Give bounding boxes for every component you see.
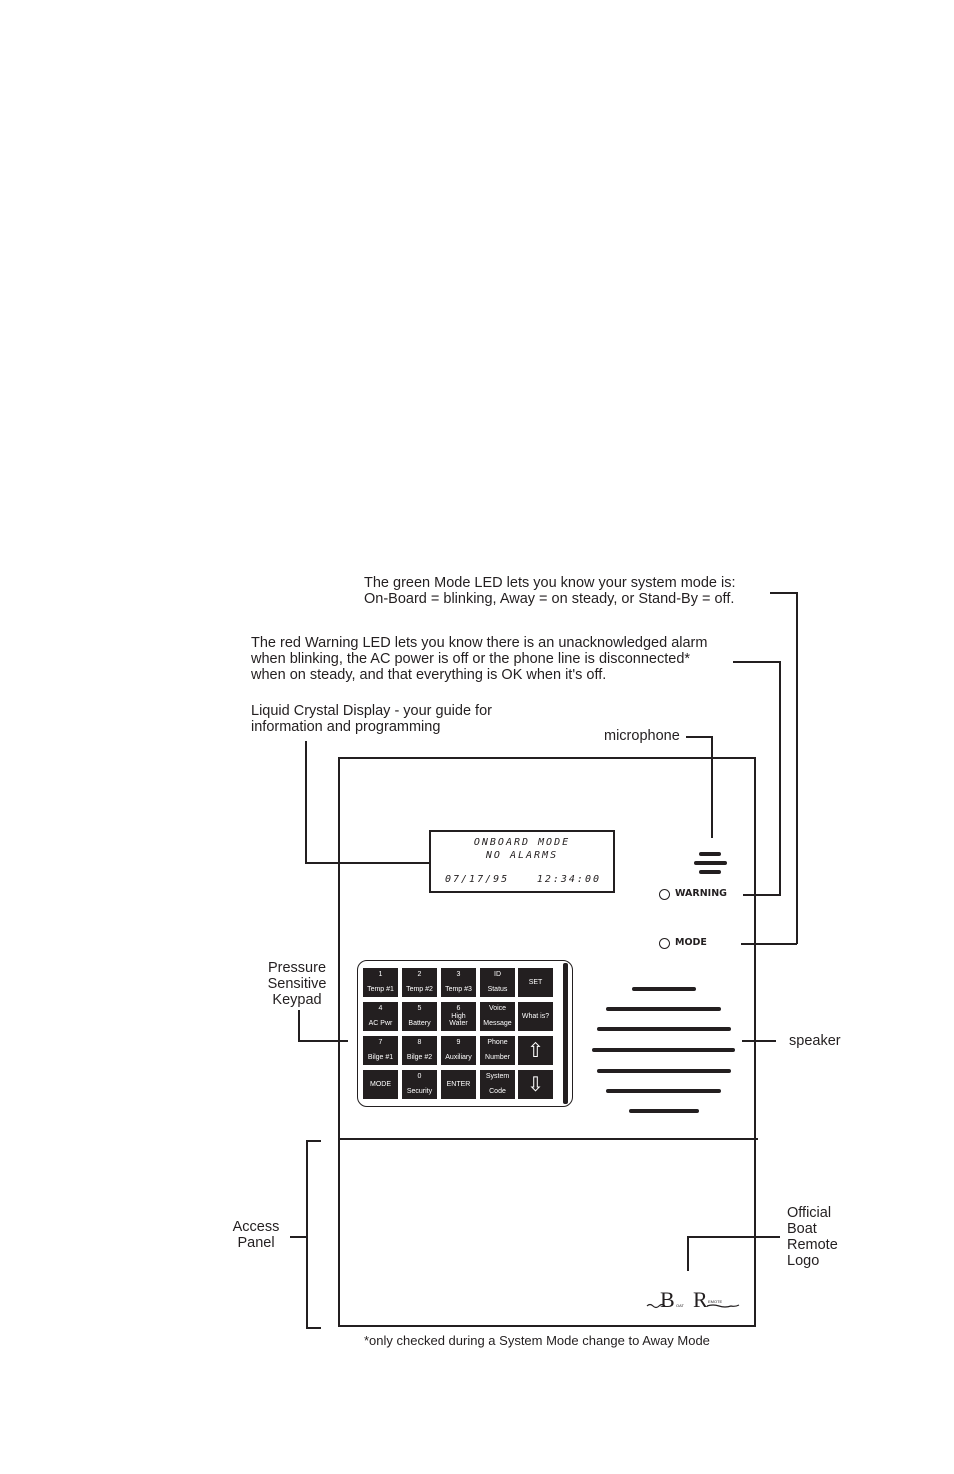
key-label-bottom: Code — [489, 1088, 506, 1095]
key-label-top: System — [485, 1073, 510, 1080]
key-label-top: 5 — [417, 1005, 422, 1012]
key-label-top: 3 — [456, 971, 461, 978]
key-label-top: 0 — [417, 1073, 422, 1080]
logo-letter-b: B — [660, 1287, 675, 1312]
microphone-annotation: microphone — [604, 728, 680, 744]
key-label-bottom: Temp #2 — [406, 986, 433, 993]
key-label-top: 6 — [456, 1005, 461, 1012]
key-label-bottom: Number — [485, 1054, 510, 1061]
annotation-line: Pressure — [267, 960, 327, 976]
annotation-line: Access — [232, 1219, 280, 1235]
keypad-edge — [563, 963, 568, 1104]
lcd-annotation — [251, 703, 492, 735]
microphone-icon — [699, 852, 721, 856]
lcd-line-2: NO ALARMS — [485, 850, 559, 861]
access-panel-divider — [338, 1138, 758, 1140]
key-label-bottom: Message — [483, 1020, 512, 1027]
keypad-key[interactable] — [402, 968, 437, 997]
microphone-icon — [699, 870, 721, 874]
mode-led-label: MODE — [675, 937, 707, 948]
speaker-icon — [592, 1048, 735, 1052]
speaker-icon — [632, 987, 696, 991]
keypad-key[interactable] — [363, 1002, 398, 1031]
key-label-top: 2 — [417, 971, 422, 978]
key-label-top: 8 — [417, 1039, 422, 1046]
keypad-key[interactable] — [480, 1002, 515, 1031]
lcd-leader-line — [305, 741, 307, 863]
mode-led-icon — [659, 938, 670, 949]
key-label: MODE — [370, 1080, 391, 1088]
speaker-icon — [597, 1027, 731, 1031]
key-label-bottom: Temp #3 — [445, 986, 472, 993]
keypad-key[interactable] — [518, 1002, 553, 1031]
key-label: ENTER — [446, 1080, 471, 1088]
annotation-line: Official — [787, 1205, 832, 1221]
logo-annotation — [787, 1205, 838, 1269]
warning-leader-line — [779, 661, 781, 895]
key-label-bottom: Temp #1 — [367, 986, 394, 993]
key-label: What is? — [521, 1012, 550, 1020]
annotation-line: Panel — [237, 1235, 275, 1251]
annotation-line: Logo — [787, 1253, 820, 1269]
key-label-top: 1 — [378, 971, 383, 978]
annotation-line: information and programming — [251, 719, 441, 735]
arrow-up-icon: ⇧ — [527, 1039, 544, 1062]
keypad-key[interactable] — [480, 1036, 515, 1065]
access-panel-bracket — [306, 1327, 321, 1329]
keypad-key[interactable] — [441, 1070, 476, 1099]
speaker-icon — [606, 1089, 721, 1093]
warning-led-label: WARNING — [675, 888, 727, 899]
key-label-bottom: Bilge #1 — [367, 1054, 394, 1061]
microphone-icon — [694, 861, 727, 865]
keypad-key[interactable] — [363, 968, 398, 997]
lcd-time: 12:34:00 — [536, 874, 601, 885]
access-panel-bracket — [306, 1140, 308, 1328]
annotation-line: The green Mode LED lets you know your system mode is: — [364, 575, 736, 591]
keypad-key[interactable] — [402, 1036, 437, 1065]
keypad-key[interactable] — [363, 1070, 398, 1099]
keypad-key[interactable] — [518, 968, 553, 997]
key-label-bottom: Security — [406, 1088, 433, 1095]
warning-leader-line — [733, 661, 781, 663]
annotation-line: Sensitive — [267, 976, 327, 992]
lcd-date: 07/17/95 — [445, 874, 510, 885]
logo-swoosh-icon — [707, 1305, 739, 1307]
key-label-bottom: AC Pwr — [368, 1020, 393, 1027]
key-label-bottom: Battery — [408, 1020, 431, 1027]
warning-led-annotation — [251, 635, 707, 683]
key-label-top: Voice — [488, 1005, 507, 1012]
key-label-bottom: Status — [487, 986, 508, 993]
key-label-bottom: Auxiliary — [445, 1054, 472, 1061]
footnote: *only checked during a System Mode change to Away Mode — [364, 1333, 710, 1348]
keypad-key[interactable] — [518, 1036, 553, 1065]
annotation-line: On-Board = blinking, Away = on steady, or Stand-By = off. — [364, 591, 735, 607]
warning-led-icon — [659, 889, 670, 900]
keypad-key[interactable] — [441, 1036, 476, 1065]
keypad-key[interactable] — [441, 1002, 476, 1031]
annotation-line: The red Warning LED lets you know there is an unacknowledged alarm — [251, 635, 708, 651]
speaker-annotation: speaker — [789, 1033, 841, 1049]
logo-letter-r: R — [693, 1287, 708, 1312]
keypad-key[interactable] — [480, 968, 515, 997]
microphone-leader-line — [686, 736, 712, 738]
boat-remote-logo — [645, 1286, 745, 1312]
annotation-line: when blinking, the AC power is off or the phone line is disconnected* — [251, 651, 691, 667]
keypad-key[interactable] — [441, 968, 476, 997]
key-label-bottom: Bilge #2 — [406, 1054, 433, 1061]
annotation-line: Boat — [787, 1221, 817, 1237]
mode-leader-line — [796, 592, 798, 944]
keypad-key[interactable] — [518, 1070, 553, 1099]
logo-text-oat: OAT — [676, 1303, 684, 1308]
access-panel-bracket — [290, 1236, 307, 1238]
access-panel-bracket — [306, 1140, 321, 1142]
keypad-leader-line — [298, 1010, 300, 1041]
speaker-icon — [597, 1069, 731, 1073]
lcd-line-1: ONBOARD MODE — [473, 837, 571, 848]
logo-text-emote: EMOTE — [708, 1299, 723, 1304]
key-label: SET — [528, 978, 543, 986]
keypad-annotation — [262, 960, 332, 1008]
mode-leader-line — [770, 592, 797, 594]
key-label-middle: High — [451, 1013, 466, 1020]
annotation-line: Keypad — [272, 992, 322, 1008]
keypad-key[interactable] — [363, 1036, 398, 1065]
speaker-icon — [606, 1007, 721, 1011]
arrow-down-icon: ⇩ — [527, 1073, 544, 1096]
access-panel-annotation — [226, 1219, 286, 1251]
annotation-line: when on steady, and that everything is OK when it's off. — [251, 667, 607, 683]
keypad-key[interactable] — [402, 1070, 437, 1099]
key-label-top: ID — [494, 971, 501, 978]
annotation-line: Remote — [787, 1237, 838, 1253]
keypad-key[interactable] — [402, 1002, 437, 1031]
key-label-bottom: Water — [449, 1020, 468, 1027]
key-label-top: 9 — [456, 1039, 461, 1046]
mode-led-annotation — [364, 575, 736, 607]
key-label-top: 7 — [378, 1039, 383, 1046]
keypad-key[interactable] — [480, 1070, 515, 1099]
key-label-top: 4 — [378, 1005, 383, 1012]
speaker-icon — [629, 1109, 699, 1113]
annotation-line: Liquid Crystal Display - your guide for — [251, 703, 492, 719]
key-label-top: Phone — [487, 1039, 508, 1046]
lcd-display — [429, 830, 615, 893]
